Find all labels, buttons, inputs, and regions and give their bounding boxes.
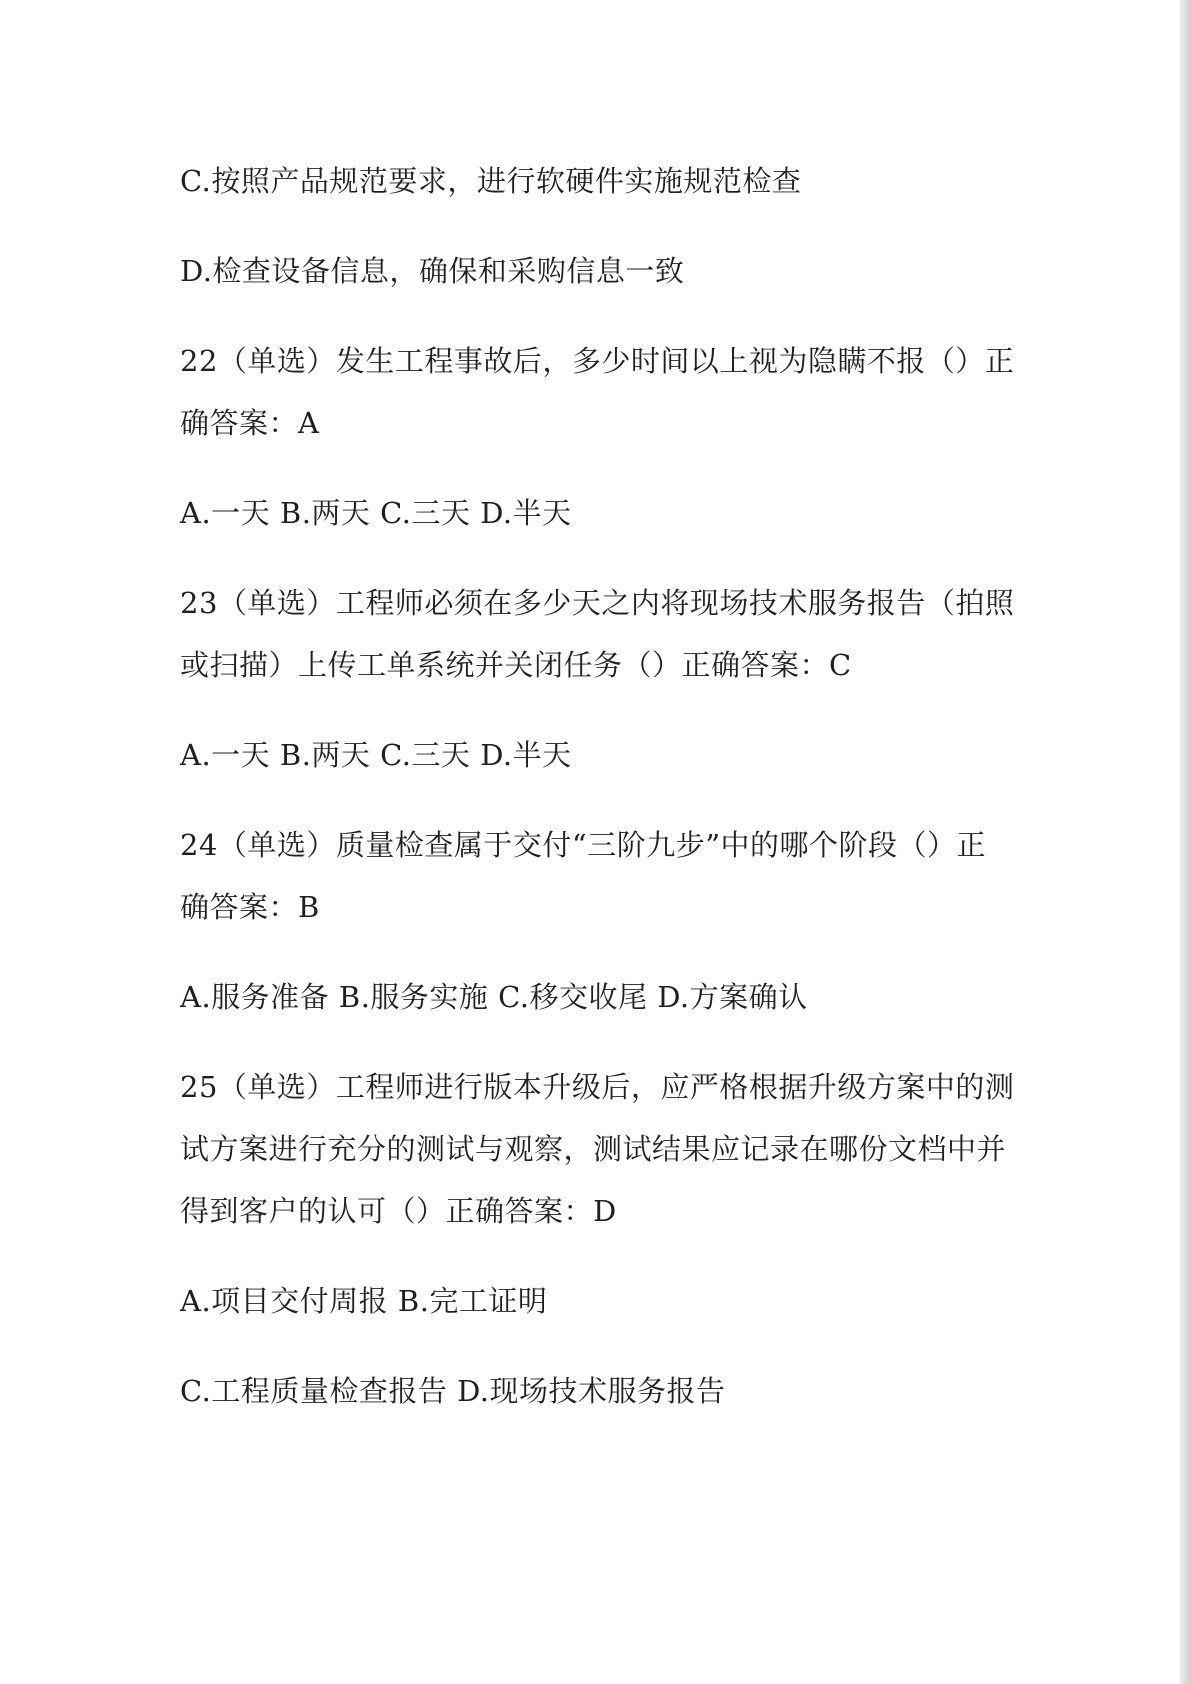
question-22-line-2: 确答案：A: [180, 406, 320, 440]
question-25-options-cd: C.工程质量检查报告 D.现场技术服务报告: [180, 1374, 726, 1408]
question-25-line-2: 试方案进行充分的测试与观察，测试结果应记录在哪份文档中并: [180, 1132, 1007, 1166]
question-24-options: A.服务准备 B.服务实施 C.移交收尾 D.方案确认: [180, 980, 808, 1014]
question-22-line-1: 22（单选）发生工程事故后，多少时间以上视为隐瞒不报（）正: [180, 344, 1015, 378]
question-25-line-1: 25（单选）工程师进行版本升级后，应严格根据升级方案中的测: [180, 1070, 1015, 1104]
question-24-line-2: 确答案：B: [180, 890, 320, 924]
question-22-options: A.一天 B.两天 C.三天 D.半天: [180, 496, 572, 530]
question-23-line-1: 23（单选）工程师必须在多少天之内将现场技术服务报告（拍照: [180, 586, 1015, 620]
question-23-options: A.一天 B.两天 C.三天 D.半天: [180, 738, 572, 772]
question-24-line-1: 24（单选）质量检查属于交付“三阶九步”中的哪个阶段（）正: [180, 828, 987, 862]
question-25-options-ab: A.项目交付周报 B.完工证明: [180, 1284, 548, 1318]
page-edge-shadow: [1180, 0, 1191, 1684]
question-25-line-3: 得到客户的认可（）正确答案：D: [180, 1194, 617, 1228]
option-c-q21: C.按照产品规范要求，进行软硬件实施规范检查: [180, 164, 802, 198]
document-body: [180, 150, 1015, 1422]
question-23-line-2: 或扫描）上传工单系统并关闭任务（）正确答案：C: [180, 648, 852, 682]
option-d-q21: D.检查设备信息，确保和采购信息一致: [180, 254, 685, 288]
